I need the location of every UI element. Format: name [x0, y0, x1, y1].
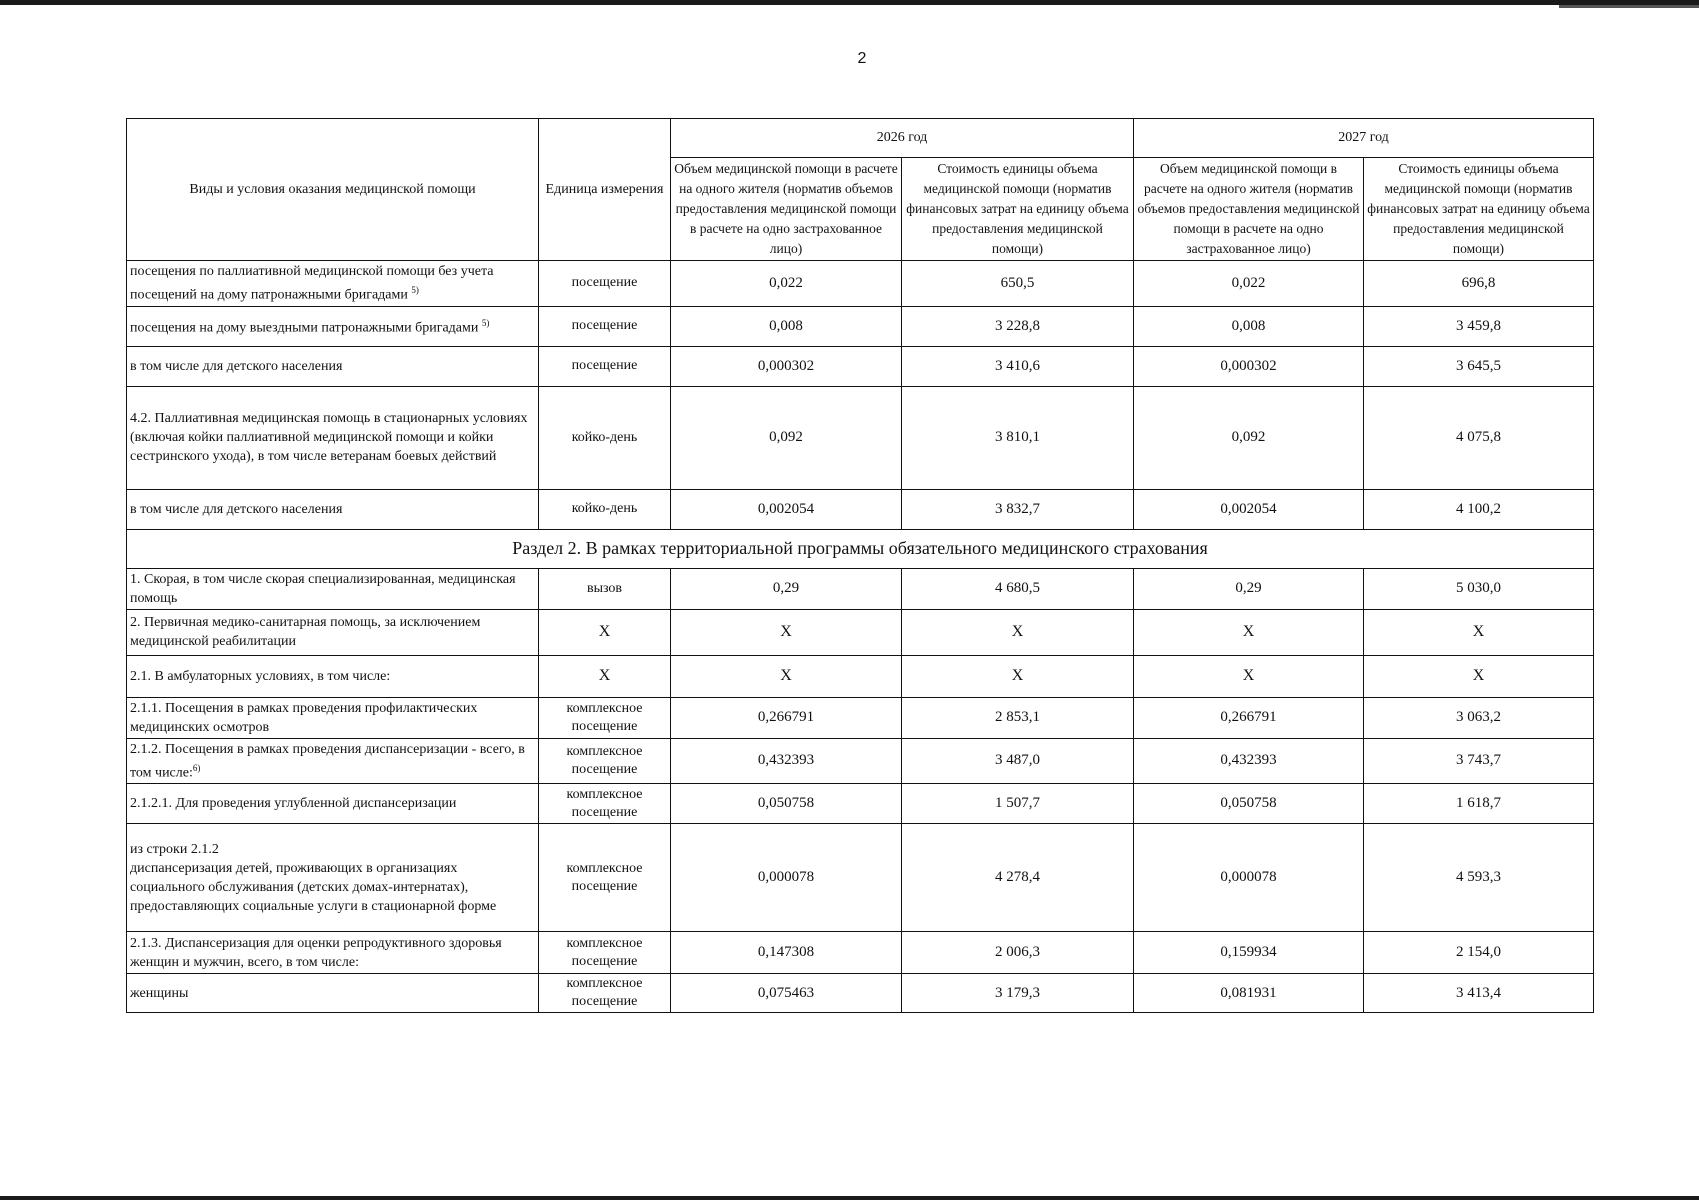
cell-cost-2026: 3 179,3 — [902, 974, 1134, 1013]
scan-artifact — [1559, 5, 1699, 8]
cell-cost-2026: X — [902, 609, 1134, 655]
header-volume-2027: Объем медицинской помощи в расчете на одного жителя (норматив объемов предоставления медицинской помощи в расчете на одно застрахованное лицо) — [1134, 158, 1364, 261]
cell-volume-2027: 0,081931 — [1134, 974, 1364, 1013]
cell-cost-2027: 2 154,0 — [1364, 932, 1594, 974]
cell-cost-2026: 4 278,4 — [902, 824, 1134, 932]
row-unit: посещение — [539, 306, 671, 346]
cell-volume-2027: 0,432393 — [1134, 738, 1364, 784]
cell-cost-2027: 3 063,2 — [1364, 697, 1594, 738]
cell-volume-2026: 0,050758 — [671, 784, 902, 824]
table-row — [127, 346, 1594, 386]
cell-volume-2026: 0,002054 — [671, 489, 902, 529]
cell-cost-2026: 2 853,1 — [902, 697, 1134, 738]
cell-volume-2026: 0,266791 — [671, 697, 902, 738]
table-row — [127, 697, 1594, 738]
row-label: 1. Скорая, в том числе скорая специализированная, медицинская помощь — [127, 568, 539, 609]
row-unit: комплексное посещение — [539, 974, 671, 1013]
table-row — [127, 655, 1594, 697]
row-label: посещения на дому выездными патронажными бригадами $^{5)}$ — [127, 306, 539, 346]
cell-volume-2027: X — [1134, 609, 1364, 655]
header-row-years — [127, 119, 1594, 158]
cell-cost-2026: 4 680,5 — [902, 568, 1134, 609]
row-label: посещения по паллиативной медицинской помощи без учета посещений на дому патронажными бригадами $^{5)}$ — [127, 261, 539, 307]
row-label: 2.1. В амбулаторных условиях, в том числе: — [127, 655, 539, 697]
scan-border-bottom — [0, 1196, 1699, 1200]
row-unit: посещение — [539, 346, 671, 386]
row-unit: комплексное посещение — [539, 824, 671, 932]
medical-care-norms-table — [126, 118, 1594, 1013]
cell-volume-2027: 0,092 — [1134, 386, 1364, 489]
row-unit: вызов — [539, 568, 671, 609]
cell-cost-2027: 4 593,3 — [1364, 824, 1594, 932]
header-year-2026: 2026 год — [671, 119, 1134, 158]
cell-volume-2026: 0,092 — [671, 386, 902, 489]
row-label: в том числе для детского населения — [127, 346, 539, 386]
cell-volume-2026: 0,000078 — [671, 824, 902, 932]
cell-cost-2026: X — [902, 655, 1134, 697]
header-year-2027: 2027 год — [1134, 119, 1594, 158]
cell-volume-2026: 0,022 — [671, 261, 902, 307]
row-label: 2.1.1. Посещения в рамках проведения профилактических медицинских осмотров — [127, 697, 539, 738]
row-unit: X — [539, 609, 671, 655]
row-unit: комплексное посещение — [539, 784, 671, 824]
header-type: Виды и условия оказания медицинской помощи — [127, 119, 539, 261]
header-cost-2026: Стоимость единицы объема медицинской помощи (норматив финансовых затрат на единицу объема предоставления медицинской помощи) — [902, 158, 1134, 261]
row-unit: комплексное посещение — [539, 932, 671, 974]
cell-cost-2026: 2 006,3 — [902, 932, 1134, 974]
header-cost-2027: Стоимость единицы объема медицинской помощи (норматив финансовых затрат на единицу объема предоставления медицинской помощи) — [1364, 158, 1594, 261]
row-label: 2.1.2.1. Для проведения углубленной диспансеризации — [127, 784, 539, 824]
table-row — [127, 306, 1594, 346]
cell-cost-2027: 4 100,2 — [1364, 489, 1594, 529]
header-unit: Единица измерения — [539, 119, 671, 261]
row-label-line2: диспансеризация детей, проживающих в организациях социального обслуживания (детских домах-интернатах), предоставляющих социальные услуги в стационарной форме — [130, 860, 497, 914]
cell-cost-2027: 3 645,5 — [1364, 346, 1594, 386]
cell-cost-2026: 3 832,7 — [902, 489, 1134, 529]
cell-volume-2027: 0,266791 — [1134, 697, 1364, 738]
cell-volume-2027: 0,002054 — [1134, 489, 1364, 529]
table-row — [127, 932, 1594, 974]
header-volume-2026: Объем медицинской помощи в расчете на одного жителя (норматив объемов предоставления медицинской помощи в расчете на одно застрахованное лицо) — [671, 158, 902, 261]
cell-cost-2026: 3 410,6 — [902, 346, 1134, 386]
table-row — [127, 609, 1594, 655]
cell-volume-2027: 0,29 — [1134, 568, 1364, 609]
table-row — [127, 386, 1594, 489]
row-unit: комплексное посещение — [539, 697, 671, 738]
cell-cost-2026: 3 487,0 — [902, 738, 1134, 784]
row-unit: комплексное посещение — [539, 738, 671, 784]
cell-volume-2027: 0,008 — [1134, 306, 1364, 346]
cell-cost-2027: 1 618,7 — [1364, 784, 1594, 824]
row-label: 2. Первичная медико-санитарная помощь, за исключением медицинской реабилитации — [127, 609, 539, 655]
cell-cost-2027: 696,8 — [1364, 261, 1594, 307]
cell-cost-2027: X — [1364, 609, 1594, 655]
row-label: женщины — [127, 974, 539, 1013]
cell-volume-2026: 0,000302 — [671, 346, 902, 386]
cell-volume-2027: 0,000302 — [1134, 346, 1364, 386]
cell-cost-2027: X — [1364, 655, 1594, 697]
section-row — [127, 529, 1594, 568]
cell-volume-2026: 0,008 — [671, 306, 902, 346]
cell-cost-2027: 3 743,7 — [1364, 738, 1594, 784]
cell-volume-2026: X — [671, 609, 902, 655]
cell-volume-2027: X — [1134, 655, 1364, 697]
row-label: 2.1.2. Посещения в рамках проведения диспансеризации - всего, в том числе:$^{6)}$ — [127, 738, 539, 784]
cell-cost-2026: 3 810,1 — [902, 386, 1134, 489]
row-label — [127, 824, 539, 932]
cell-cost-2026: 1 507,7 — [902, 784, 1134, 824]
row-label: в том числе для детского населения — [127, 489, 539, 529]
table-row — [127, 568, 1594, 609]
cell-volume-2026: X — [671, 655, 902, 697]
cell-volume-2026: 0,29 — [671, 568, 902, 609]
cell-cost-2026: 3 228,8 — [902, 306, 1134, 346]
cell-volume-2027: 0,000078 — [1134, 824, 1364, 932]
cell-cost-2027: 4 075,8 — [1364, 386, 1594, 489]
row-label: 4.2. Паллиативная медицинская помощь в стационарных условиях (включая койки паллиативной медицинской помощи и койки сестринского ухода), в том числе ветеранам боевых действий — [127, 386, 539, 489]
row-unit: X — [539, 655, 671, 697]
section-2-title: Раздел 2. В рамках территориальной программы обязательного медицинского страхования — [127, 529, 1594, 568]
scan-border-top — [0, 0, 1699, 5]
row-label: 2.1.3. Диспансеризация для оценки репродуктивного здоровья женщин и мужчин, всего, в том числе: — [127, 932, 539, 974]
page-number: 2 — [857, 50, 867, 67]
table-row — [127, 784, 1594, 824]
table-row — [127, 974, 1594, 1013]
cell-volume-2026: 0,147308 — [671, 932, 902, 974]
table-row — [127, 489, 1594, 529]
row-unit: койко-день — [539, 386, 671, 489]
cell-volume-2026: 0,075463 — [671, 974, 902, 1013]
table-row — [127, 824, 1594, 932]
row-label-line1: из строки 2.1.2 — [130, 841, 219, 857]
row-unit: койко-день — [539, 489, 671, 529]
cell-volume-2026: 0,432393 — [671, 738, 902, 784]
cell-cost-2027: 3 459,8 — [1364, 306, 1594, 346]
cell-volume-2027: 0,050758 — [1134, 784, 1364, 824]
cell-volume-2027: 0,022 — [1134, 261, 1364, 307]
cell-cost-2026: 650,5 — [902, 261, 1134, 307]
table-row — [127, 738, 1594, 784]
cell-cost-2027: 5 030,0 — [1364, 568, 1594, 609]
table-row — [127, 261, 1594, 307]
cell-volume-2027: 0,159934 — [1134, 932, 1364, 974]
cell-cost-2027: 3 413,4 — [1364, 974, 1594, 1013]
row-unit: посещение — [539, 261, 671, 307]
